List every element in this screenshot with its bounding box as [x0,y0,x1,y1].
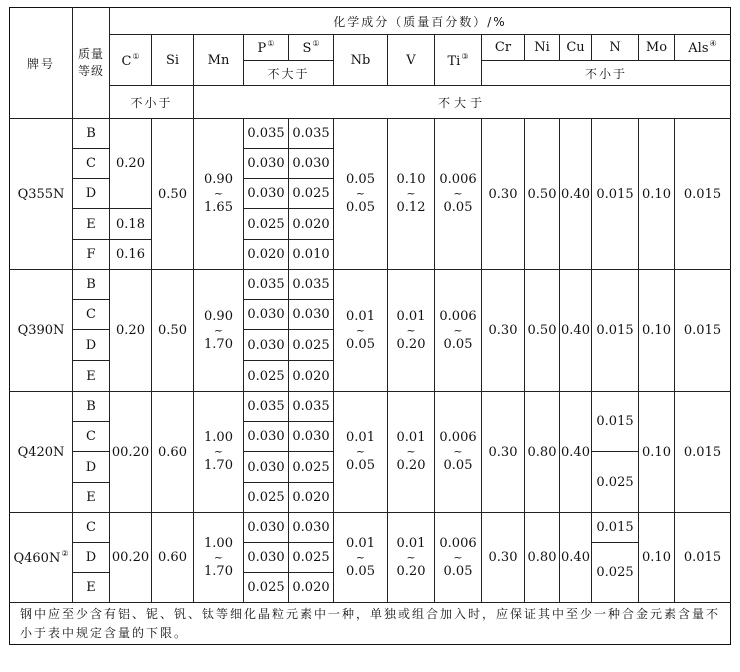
mn-range: 0.90 ~ 1.65 [194,119,244,270]
c-value: 00.20 [110,392,152,513]
header-ni: Ni [525,35,560,61]
header-si: Si [152,35,194,86]
s-value: 0.020 [289,209,334,240]
quality-level: C [73,149,110,179]
c-value: 0.18 [110,209,152,240]
grade-q355n: Q355N [10,119,73,270]
s-value: 0.010 [289,240,334,270]
quality-level: C [73,300,110,330]
si-value: 0.50 [152,270,194,392]
quality-level: E [73,209,110,240]
mn-range: 0.90 ~ 1.70 [194,270,244,392]
header-als: Als④ [675,35,731,61]
ps-not-more-than: 不大于 [244,61,334,86]
nb-range: 0.05 ~ 0.05 [334,119,388,270]
p-value: 0.025 [244,361,289,392]
s-value: 0.025 [289,179,334,209]
p-value: 0.030 [244,149,289,179]
quality-level: C [73,422,110,452]
cu-value: 0.40 [560,119,592,270]
n-value: 0.015 [592,270,639,392]
c-value: 0.16 [110,240,152,270]
c-si-not-less-than: 不小于 [110,86,194,119]
n-value: 0.015 [592,119,639,270]
ni-value: 0.80 [525,513,560,603]
nb-range: 0.01 ~ 0.05 [334,513,388,603]
n-value-lower: 0.025 [592,452,639,513]
mo-value: 0.10 [639,119,675,270]
quality-level: F [73,240,110,270]
p-value: 0.030 [244,179,289,209]
cu-value: 0.40 [560,513,592,603]
als-value: 0.015 [675,513,731,603]
ni-value: 0.50 [525,119,560,270]
cr-value: 0.30 [482,119,525,270]
quality-level: D [73,452,110,483]
quality-level: E [73,361,110,392]
grade-q390n: Q390N [10,270,73,392]
v-range: 0.01 ~ 0.20 [388,270,435,392]
header-chemical-composition: 化学成分（质量百分数）/% [110,8,731,35]
p-value: 0.020 [244,240,289,270]
header-quality: 质量等级 [73,8,110,119]
c-value: 0.20 [110,270,152,392]
s-value: 0.025 [289,452,334,483]
quality-level: B [73,270,110,300]
mn-als-not-more-than: 不大于 [194,86,731,119]
header-nb: Nb [334,35,388,86]
p-value: 0.030 [244,300,289,330]
s-value: 0.020 [289,573,334,603]
s-value: 0.030 [289,513,334,543]
mn-range: 1.00 ~ 1.70 [194,392,244,513]
als-value: 0.015 [675,392,731,513]
ti-range: 0.006 ~ 0.05 [435,513,482,603]
mo-value: 0.10 [639,513,675,603]
p-value: 0.030 [244,543,289,573]
s-value: 0.030 [289,300,334,330]
s-value: 0.020 [289,483,334,513]
als-value: 0.015 [675,270,731,392]
mo-value: 0.10 [639,270,675,392]
header-ti: Ti③ [435,35,482,86]
s-value: 0.025 [289,543,334,573]
header-s: S① [289,35,334,61]
quality-level: B [73,119,110,149]
quality-level: C [73,513,110,543]
mn-range: 1.00 ~ 1.70 [194,513,244,603]
header-cu: Cu [560,35,592,61]
header-cr: Cr [482,35,525,61]
ni-value: 0.80 [525,392,560,513]
quality-level: B [73,392,110,422]
s-value: 0.020 [289,361,334,392]
quality-level: D [73,179,110,209]
p-value: 0.025 [244,209,289,240]
cu-value: 0.40 [560,270,592,392]
c-value: 00.20 [110,513,152,603]
p-value: 0.025 [244,483,289,513]
p-value: 0.030 [244,422,289,452]
quality-level: E [73,573,110,603]
header-p: P① [244,35,289,61]
ti-range: 0.006 ~ 0.05 [435,119,482,270]
ti-range: 0.006 ~ 0.05 [435,270,482,392]
v-range: 0.01 ~ 0.20 [388,392,435,513]
table-note: 钢中应至少含有铝、铌、钒、钛等细化晶粒元素中一种，单独或组合加入时，应保证其中至少一种合金元素含量不小于表中规定含量的下限。 [10,603,731,645]
s-value: 0.025 [289,330,334,361]
si-value: 0.60 [152,513,194,603]
p-value: 0.035 [244,119,289,149]
trace-not-less-than: 不小于 [482,61,731,86]
cr-value: 0.30 [482,270,525,392]
ti-range: 0.006 ~ 0.05 [435,392,482,513]
mo-value: 0.10 [639,392,675,513]
cr-value: 0.30 [482,392,525,513]
s-value: 0.035 [289,392,334,422]
p-value: 0.025 [244,573,289,603]
s-value: 0.035 [289,119,334,149]
s-value: 0.030 [289,149,334,179]
s-value: 0.035 [289,270,334,300]
p-value: 0.035 [244,270,289,300]
header-mn: Mn [194,35,244,86]
header-v: V [388,35,435,86]
ni-value: 0.50 [525,270,560,392]
nb-range: 0.01 ~ 0.05 [334,270,388,392]
si-value: 0.60 [152,392,194,513]
p-value: 0.030 [244,513,289,543]
quality-level: D [73,330,110,361]
header-mo: Mo [639,35,675,61]
quality-level: E [73,483,110,513]
header-n: N [592,35,639,61]
cu-value: 0.40 [560,392,592,513]
grade-q460n: Q460N② [10,513,73,603]
page [9,7,731,645]
v-range: 0.01 ~ 0.20 [388,513,435,603]
n-value-lower: 0.025 [592,543,639,603]
header-c: C① [110,35,152,86]
s-value: 0.030 [289,422,334,452]
n-value-upper: 0.015 [592,513,639,543]
als-value: 0.015 [675,119,731,270]
p-value: 0.030 [244,330,289,361]
n-value-upper: 0.015 [592,392,639,452]
cr-value: 0.30 [482,513,525,603]
quality-level: D [73,543,110,573]
si-value: 0.50 [152,119,194,270]
p-value: 0.030 [244,452,289,483]
c-value: 0.20 [110,119,152,209]
p-value: 0.035 [244,392,289,422]
nb-range: 0.01 ~ 0.05 [334,392,388,513]
chemical-composition-table [9,7,731,645]
grade-q420n: Q420N [10,392,73,513]
header-grade: 牌号 [10,8,73,119]
v-range: 0.10 ~ 0.12 [388,119,435,270]
